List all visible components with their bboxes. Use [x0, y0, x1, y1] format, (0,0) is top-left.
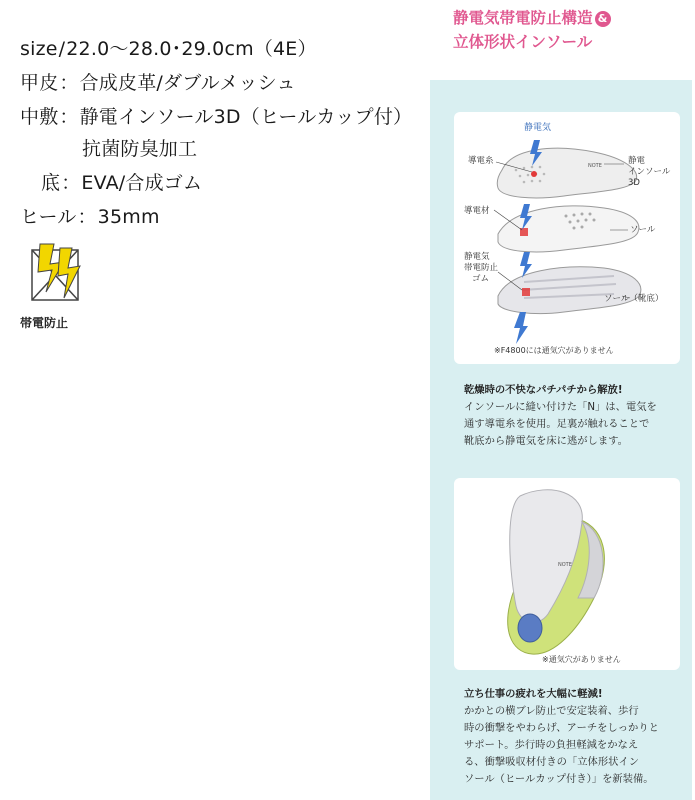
insole-photo-card	[454, 478, 680, 670]
label-conductive-material: 導電材	[464, 206, 490, 216]
label-sole: ソール	[630, 225, 656, 235]
antistatic-lightning-icon	[24, 240, 94, 306]
antistatic-diagram	[454, 112, 680, 364]
spec-midsole-label: 中敷	[20, 106, 59, 128]
label-antistatic-rubber-1: 静電気	[464, 252, 490, 262]
antistatic-diagram-card	[454, 112, 680, 364]
diagram2-note: ※通気穴がありません	[542, 655, 621, 664]
antistatic-description-line2: 通す導電糸を使用。足裏が触れることで	[464, 418, 650, 430]
sole-layer	[498, 206, 639, 252]
label-insole-2: インソール	[628, 167, 671, 177]
spec-upper	[20, 68, 296, 95]
label-conductive-thread: 導電糸	[468, 156, 494, 166]
label-antistatic-rubber-2: 帯電防止	[464, 263, 499, 273]
antistatic-label: 帯電防止	[20, 316, 69, 330]
insole-description-line4: る、衝撃吸収材付きの「立体形状イン	[464, 756, 640, 768]
label-insole-1: 静電	[628, 156, 646, 166]
antistatic-description-line1: インソールに縫い付けた「N」は、電気を	[464, 401, 657, 413]
spec-upper-label: 甲皮	[20, 72, 59, 94]
spec-midsole-treatment-value: 抗菌防臭加工	[82, 138, 198, 160]
outsole-layer	[498, 267, 641, 314]
spec-size-value: 22.0〜28.0･29.0cm（4E）	[66, 38, 317, 60]
antistatic-description-line3: 靴底から静電気を床に逃がします。	[464, 435, 628, 447]
spec-upper-sep: ：	[59, 72, 79, 94]
insole-description-line3: サポート。歩行時の負担軽減をかなえ	[464, 739, 639, 751]
insole-description	[464, 686, 684, 788]
insole-3d-illustration	[454, 478, 680, 670]
label-insole-3: 3D	[628, 178, 640, 188]
feature-heading	[453, 6, 693, 54]
spec-size-label: size	[20, 38, 58, 60]
spec-midsole-treatment	[20, 134, 197, 161]
insole-mark: NOTE	[588, 163, 602, 169]
spec-heel-label: ヒール	[20, 206, 77, 228]
spec-midsole	[20, 102, 412, 129]
heading-line2: 立体形状インソール	[453, 33, 593, 51]
insole-description-line2: 時の衝撃をやわらげ、アーチをしっかりと	[464, 722, 659, 734]
label-antistatic-rubber-3: ゴム	[472, 274, 490, 284]
spec-midsole-value: 静電インソール3D（ヒールカップ付）	[79, 106, 413, 128]
insole-description-title: 立ち仕事の疲れを大幅に軽減!	[464, 688, 603, 700]
spec-midsole-sep: ：	[59, 106, 79, 128]
spec-sole-sep: ：	[61, 172, 81, 194]
heading-amp: &	[595, 11, 611, 27]
insole-layer	[497, 148, 636, 198]
spec-heel-sep: ：	[77, 206, 97, 228]
insole-description-line1: かかとの横ブレ防止で安定装着、歩行	[464, 705, 639, 717]
insole-description-line5: ソール（ヒールカップ付き）」を新装備。	[464, 773, 654, 785]
spec-size	[20, 34, 317, 61]
spec-upper-value: 合成皮革/ダブルメッシュ	[79, 72, 296, 94]
spec-size-sep: /	[58, 38, 66, 60]
heading-line1: 静電気帯電防止構造	[453, 9, 593, 27]
insole-photo-mark: NOTE	[558, 562, 572, 568]
antistatic-description	[464, 382, 684, 450]
spec-heel	[20, 202, 160, 229]
spec-heel-value: 35mm	[97, 206, 160, 228]
spec-sole-label: 底	[41, 172, 61, 194]
spec-sole	[20, 168, 202, 195]
label-outsole: ソール（靴底）	[604, 294, 664, 304]
diagram1-note: ※F4800には通気穴がありません	[494, 346, 614, 355]
antistatic-description-title: 乾燥時の不快なパチパチから解放!	[464, 384, 623, 396]
spec-sole-value: EVA/合成ゴム	[81, 172, 203, 194]
label-static: 静電気	[524, 123, 552, 133]
